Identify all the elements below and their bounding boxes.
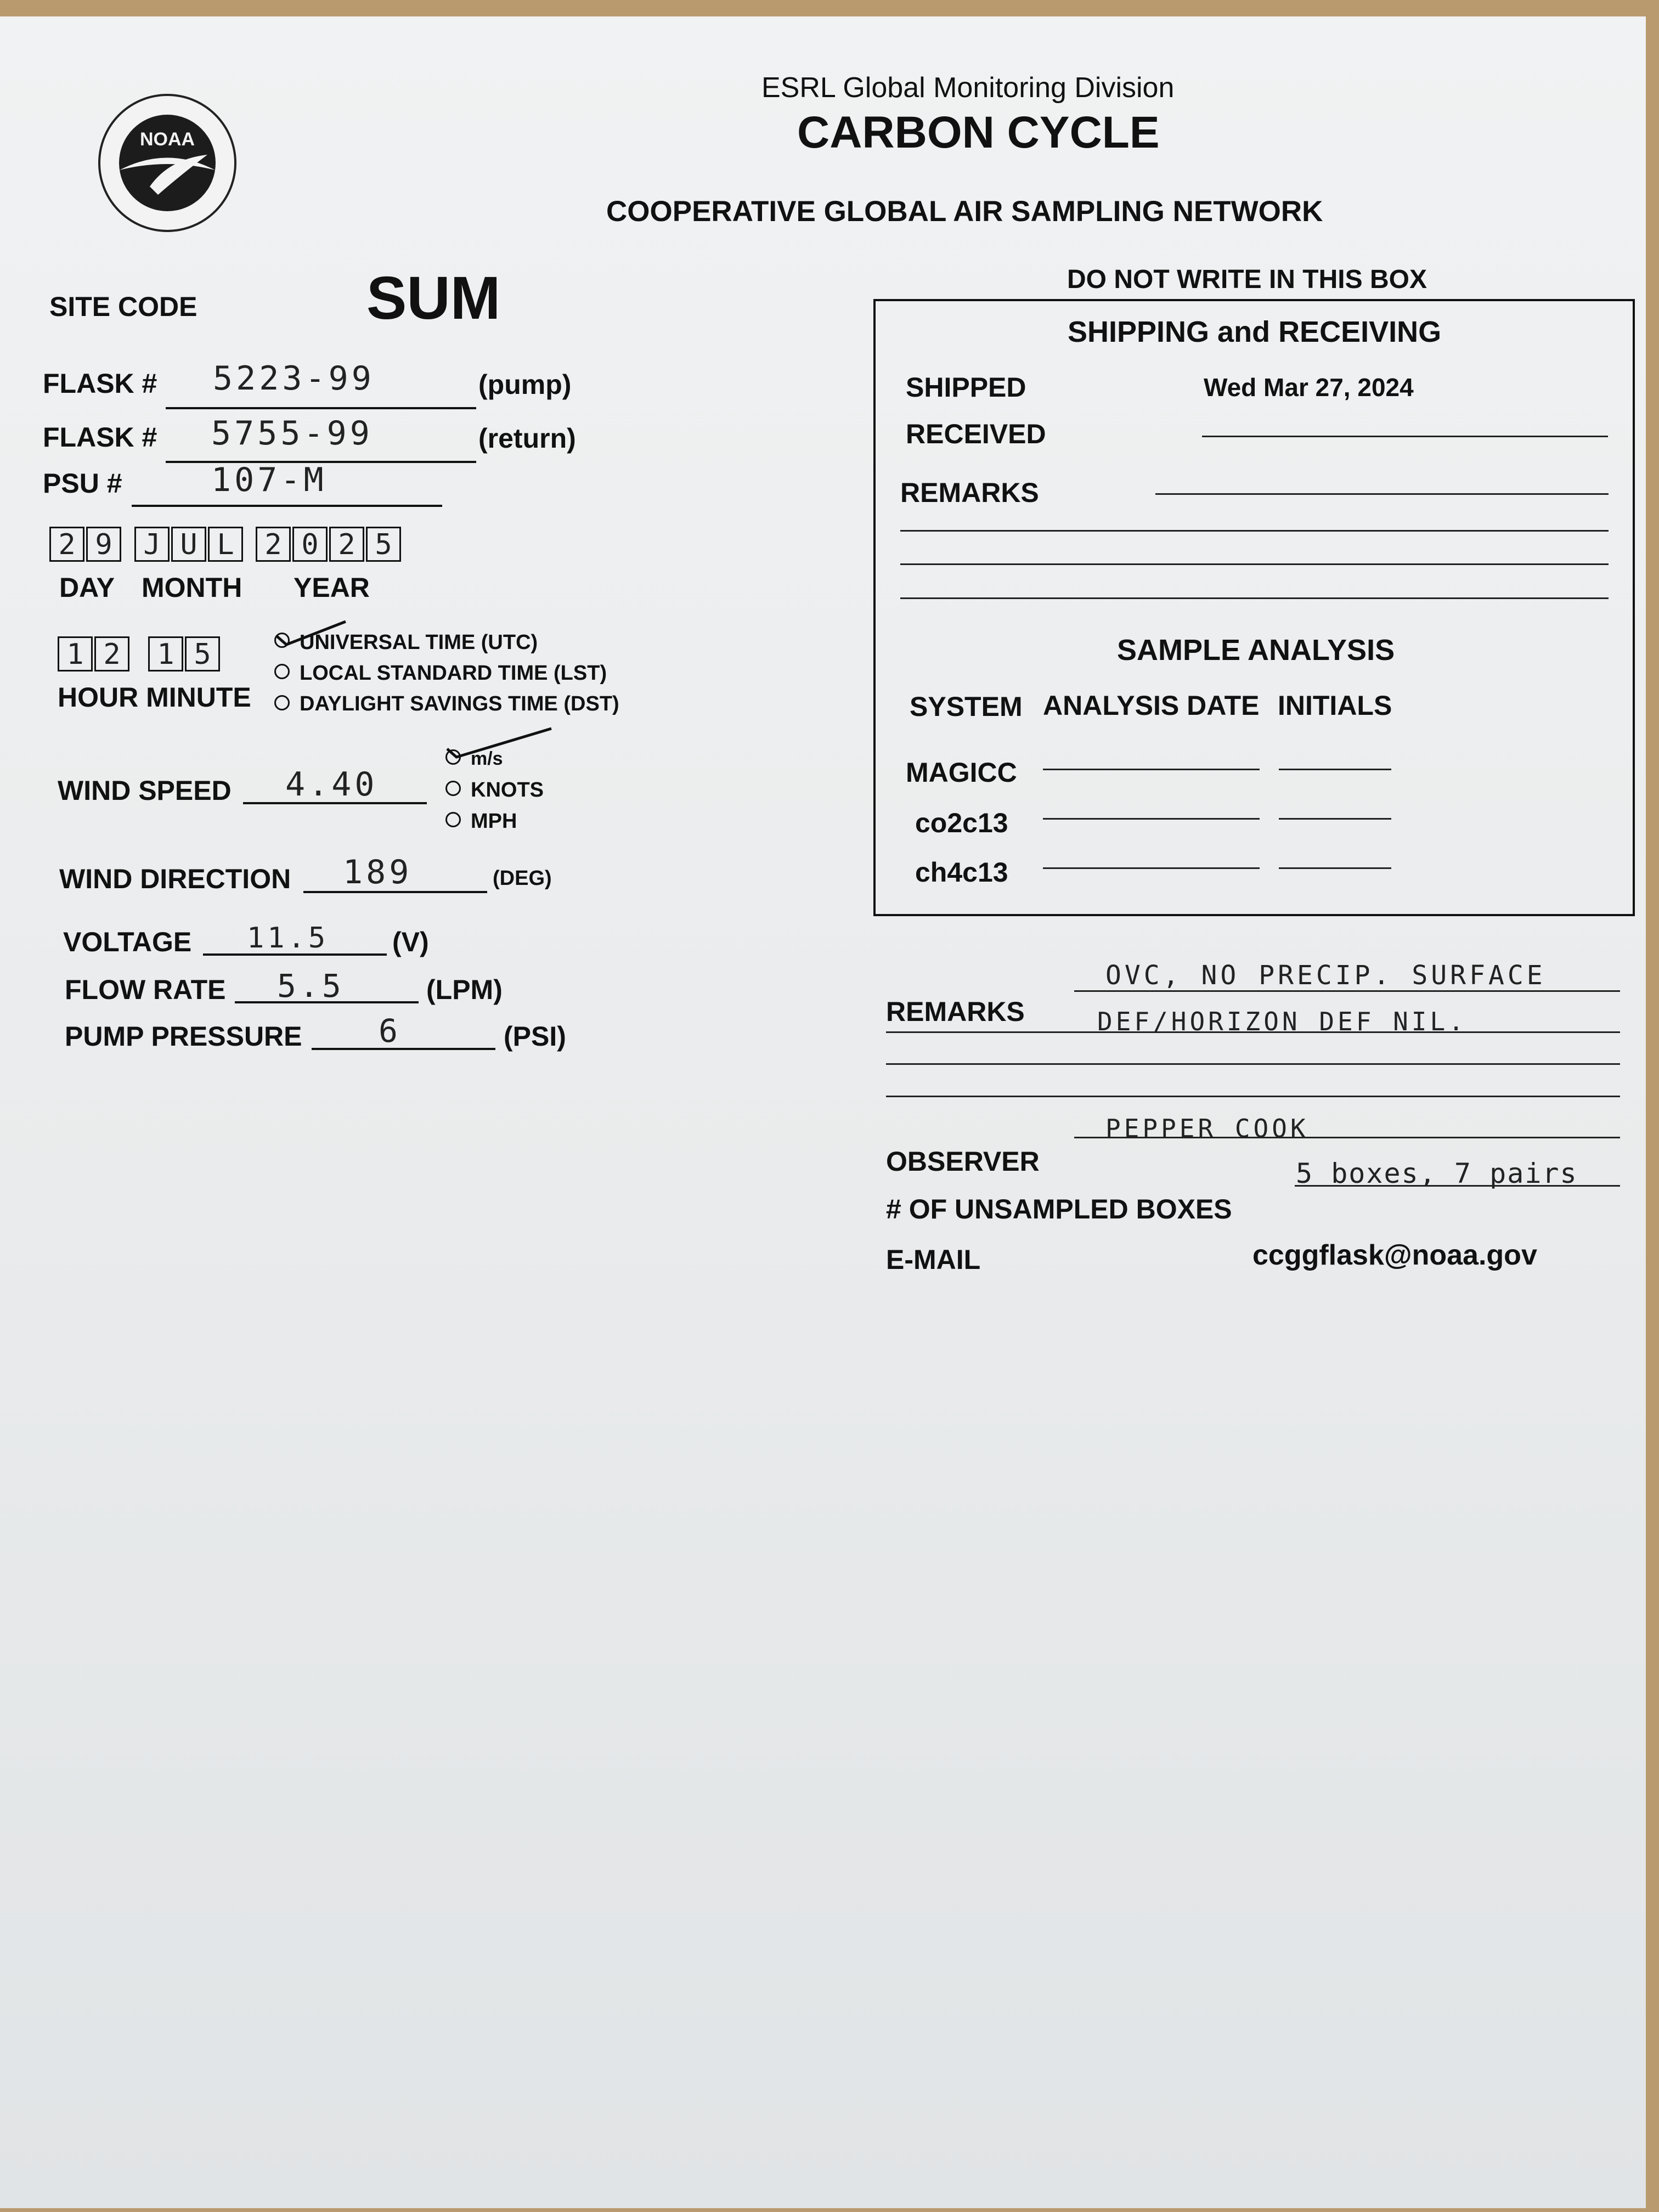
co2c13-initials-line <box>1279 818 1391 820</box>
network-title: COOPERATIVE GLOBAL AIR SAMPLING NETWORK <box>606 195 1323 228</box>
office-remarks-line-3 <box>900 563 1609 565</box>
remarks-label: REMARKS <box>886 996 1025 1027</box>
year-digit-3[interactable]: 2 <box>329 527 364 562</box>
pump-pressure-label: PUMP PRESSURE <box>65 1021 302 1052</box>
system-co2c13: co2c13 <box>915 808 1008 838</box>
day-label: DAY <box>59 572 115 603</box>
magicc-initials-line <box>1279 769 1391 770</box>
psu-line <box>132 505 442 507</box>
noaa-logo-icon <box>98 93 238 233</box>
wind-direction-suffix: (DEG) <box>493 867 552 890</box>
unsampled-boxes-value[interactable]: 5 boxes, 7 pairs <box>1296 1158 1578 1189</box>
sample-analysis-title: SAMPLE ANALYSIS <box>1117 634 1395 667</box>
shipped-label: SHIPPED <box>906 372 1026 403</box>
office-remarks-label: REMARKS <box>900 477 1039 508</box>
wind-direction-label: WIND DIRECTION <box>59 864 291 894</box>
year-digit-4[interactable]: 5 <box>366 527 401 562</box>
mph-radio[interactable] <box>445 812 461 827</box>
voltage-suffix: (V) <box>392 927 429 957</box>
email-address[interactable]: ccggflask@noaa.gov <box>1252 1239 1537 1271</box>
system-column-header: SYSTEM <box>910 691 1023 722</box>
remarks-text-2[interactable]: DEF/HORIZON DEF NIL. <box>1097 1007 1467 1036</box>
month-char-2[interactable]: U <box>171 527 206 562</box>
unsampled-boxes-label: # OF UNSAMPLED BOXES <box>886 1194 1232 1224</box>
month-label: MONTH <box>142 572 242 603</box>
wind-direction-value[interactable]: 189 <box>343 853 413 891</box>
system-magicc: MAGICC <box>906 757 1017 788</box>
lst-radio[interactable] <box>274 664 290 679</box>
division-title: ESRL Global Monitoring Division <box>761 72 1175 104</box>
received-label: RECEIVED <box>906 419 1046 449</box>
knots-option-label: KNOTS <box>471 778 544 802</box>
shipping-title: SHIPPING and RECEIVING <box>1068 315 1442 348</box>
month-char-3[interactable]: L <box>208 527 243 562</box>
flask-return-label: FLASK # <box>43 422 157 453</box>
magicc-date-line <box>1043 769 1260 770</box>
system-ch4c13: ch4c13 <box>915 857 1008 888</box>
minute-digit-2[interactable]: 5 <box>185 636 220 672</box>
flask-pump-line <box>166 407 476 409</box>
dst-option-label: DAYLIGHT SAVINGS TIME (DST) <box>300 692 619 715</box>
ch4c13-initials-line <box>1279 867 1391 869</box>
site-code-label: SITE CODE <box>49 291 198 322</box>
flask-return-suffix: (return) <box>478 423 576 454</box>
flask-pump-value[interactable]: 5223-99 <box>213 359 375 398</box>
utc-option-label: UNIVERSAL TIME (UTC) <box>300 631 538 654</box>
hour-digit-2[interactable]: 2 <box>94 636 129 672</box>
do-not-write-notice: DO NOT WRITE IN THIS BOX <box>1067 265 1427 294</box>
remarks-line-3 <box>886 1063 1620 1065</box>
year-digit-2[interactable]: 0 <box>292 527 328 562</box>
knots-radio[interactable] <box>445 781 461 796</box>
office-remarks-line-4 <box>900 597 1609 599</box>
pump-pressure-value[interactable]: 6 <box>379 1012 401 1049</box>
wind-speed-value[interactable]: 4.40 <box>285 765 378 804</box>
day-digit-2[interactable]: 9 <box>86 527 121 562</box>
hour-digit-1[interactable]: 1 <box>58 636 93 672</box>
dst-radio[interactable] <box>274 695 290 710</box>
office-remarks-line-2 <box>900 530 1609 532</box>
page-title: CARBON CYCLE <box>797 108 1160 157</box>
email-label: E-MAIL <box>886 1244 981 1275</box>
flow-rate-suffix: (LPM) <box>426 974 503 1005</box>
site-code-value[interactable]: SUM <box>366 264 501 332</box>
office-use-box <box>873 299 1635 916</box>
mph-option-label: MPH <box>471 810 517 833</box>
pump-pressure-suffix: (PSI) <box>504 1021 566 1052</box>
flask-return-value[interactable]: 5755-99 <box>211 414 373 453</box>
psu-label: PSU # <box>43 468 122 499</box>
flask-pump-label: FLASK # <box>43 368 157 399</box>
day-digit-1[interactable]: 2 <box>49 527 84 562</box>
month-char-1[interactable]: J <box>134 527 170 562</box>
ms-option-label: m/s <box>471 748 503 769</box>
remarks-line-4 <box>886 1096 1620 1097</box>
ch4c13-date-line <box>1043 867 1260 869</box>
initials-column-header: INITIALS <box>1278 690 1392 721</box>
remarks-text-1[interactable]: OVC, NO PRECIP. SURFACE <box>1105 960 1546 991</box>
logo-text: NOAA <box>139 129 195 150</box>
office-remarks-line-1 <box>1155 493 1609 495</box>
wind-speed-label: WIND SPEED <box>58 775 232 806</box>
observer-label: OBSERVER <box>886 1146 1040 1177</box>
hour-minute-label: HOUR MINUTE <box>58 682 251 713</box>
shipped-date: Wed Mar 27, 2024 <box>1204 373 1414 402</box>
flow-rate-label: FLOW RATE <box>65 974 226 1005</box>
psu-value[interactable]: 107-M <box>211 461 327 499</box>
year-digit-1[interactable]: 2 <box>256 527 291 562</box>
co2c13-date-line <box>1043 818 1260 820</box>
analysis-date-column-header: ANALYSIS DATE <box>1043 690 1260 721</box>
minute-digit-1[interactable]: 1 <box>148 636 183 672</box>
received-line <box>1202 436 1608 437</box>
lst-option-label: LOCAL STANDARD TIME (LST) <box>300 662 607 685</box>
flask-pump-suffix: (pump) <box>478 369 572 400</box>
flow-rate-value[interactable]: 5.5 <box>277 967 345 1005</box>
year-label: YEAR <box>294 572 370 603</box>
voltage-label: VOLTAGE <box>63 927 192 957</box>
pump-pressure-line <box>312 1048 495 1050</box>
observer-value[interactable]: PEPPER COOK <box>1105 1114 1309 1143</box>
form-sheet <box>0 16 1646 2208</box>
voltage-value[interactable]: 11.5 <box>247 922 329 955</box>
